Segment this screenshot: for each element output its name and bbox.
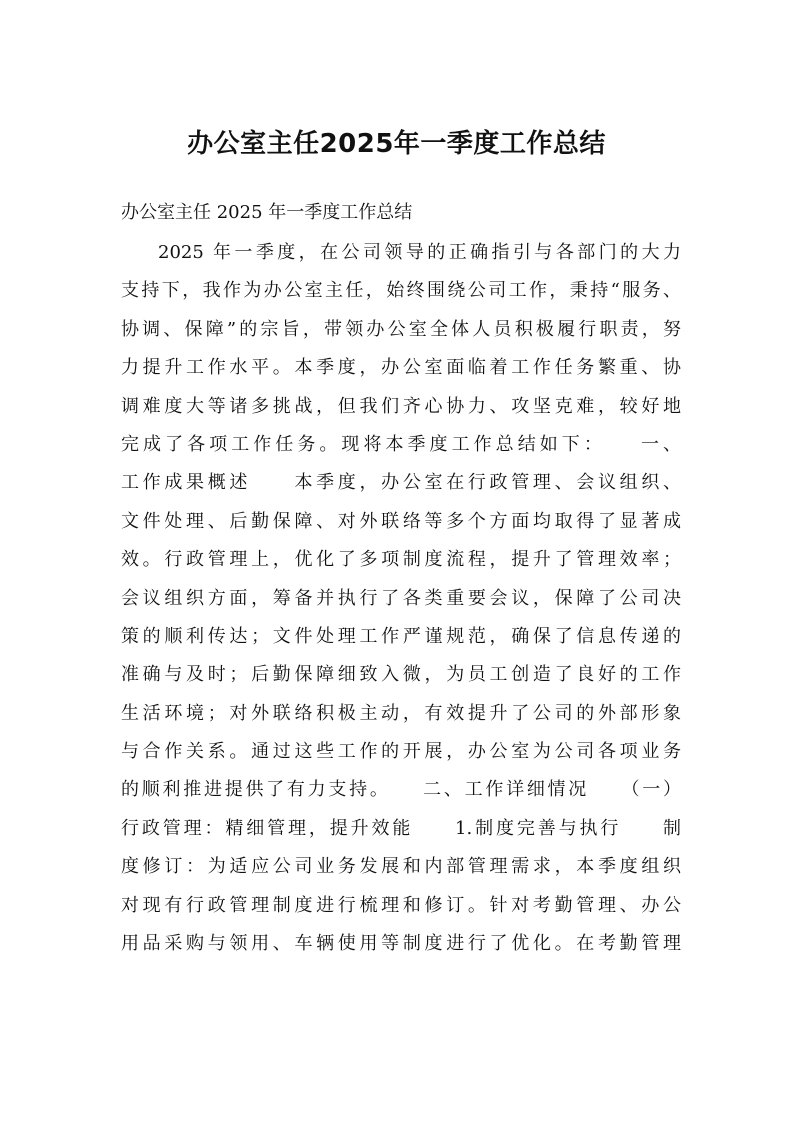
body-line: 用品采购与领用、车辆使用等制度进行了优化。在考勤管理 bbox=[121, 933, 681, 955]
body-line: 对现有行政管理制度进行梳理和修订。针对考勤管理、办公 bbox=[121, 894, 681, 916]
body-line: 工作成果概述 本季度，办公室在行政管理、会议组织、 bbox=[121, 472, 681, 494]
body-line: 与合作关系。通过这些工作的开展，办公室为公司各项业务 bbox=[121, 741, 681, 763]
body-line: 调难度大等诸多挑战，但我们齐心协力、攻坚克难，较好地 bbox=[121, 395, 681, 417]
body-line: 的顺利推进提供了有力支持。 二、工作详细情况 （一） bbox=[121, 779, 681, 801]
body-line: 行政管理：精细管理，提升效能 1.制度完善与执行 制 bbox=[121, 817, 681, 839]
document-subtitle: 办公室主任 2025 年一季度工作总结 bbox=[121, 202, 413, 223]
document-body bbox=[121, 234, 681, 963]
body-line: 度修订：为适应公司业务发展和内部管理需求，本季度组织 bbox=[121, 856, 681, 878]
body-line: 完成了各项工作任务。现将本季度工作总结如下： 一、 bbox=[121, 433, 681, 455]
body-line: 协调、保障”的宗旨，带领办公室全体人员积极履行职责，努 bbox=[121, 318, 681, 340]
body-line: 2025 年一季度，在公司领导的正确指引与各部门的大力 bbox=[158, 242, 681, 263]
body-line: 生活环境；对外联络积极主动，有效提升了公司的外部形象 bbox=[121, 702, 681, 724]
body-line: 准确与及时；后勤保障细致入微，为员工创造了良好的工作 bbox=[121, 664, 681, 686]
body-line: 效。行政管理上，优化了多项制度流程，提升了管理效率； bbox=[121, 549, 681, 571]
body-line: 文件处理、后勤保障、对外联络等多个方面均取得了显著成 bbox=[121, 510, 681, 532]
body-line: 会议组织方面，筹备并执行了各类重要会议，保障了公司决 bbox=[121, 587, 681, 609]
body-line: 支持下，我作为办公室主任，始终围绕公司工作，秉持“服务、 bbox=[121, 280, 681, 302]
body-line: 力提升工作水平。本季度，办公室面临着工作任务繁重、协 bbox=[121, 357, 681, 379]
body-line: 策的顺利传达；文件处理工作严谨规范，确保了信息传递的 bbox=[121, 625, 681, 647]
document-title: 办公室主任2025年一季度工作总结 bbox=[187, 129, 606, 159]
